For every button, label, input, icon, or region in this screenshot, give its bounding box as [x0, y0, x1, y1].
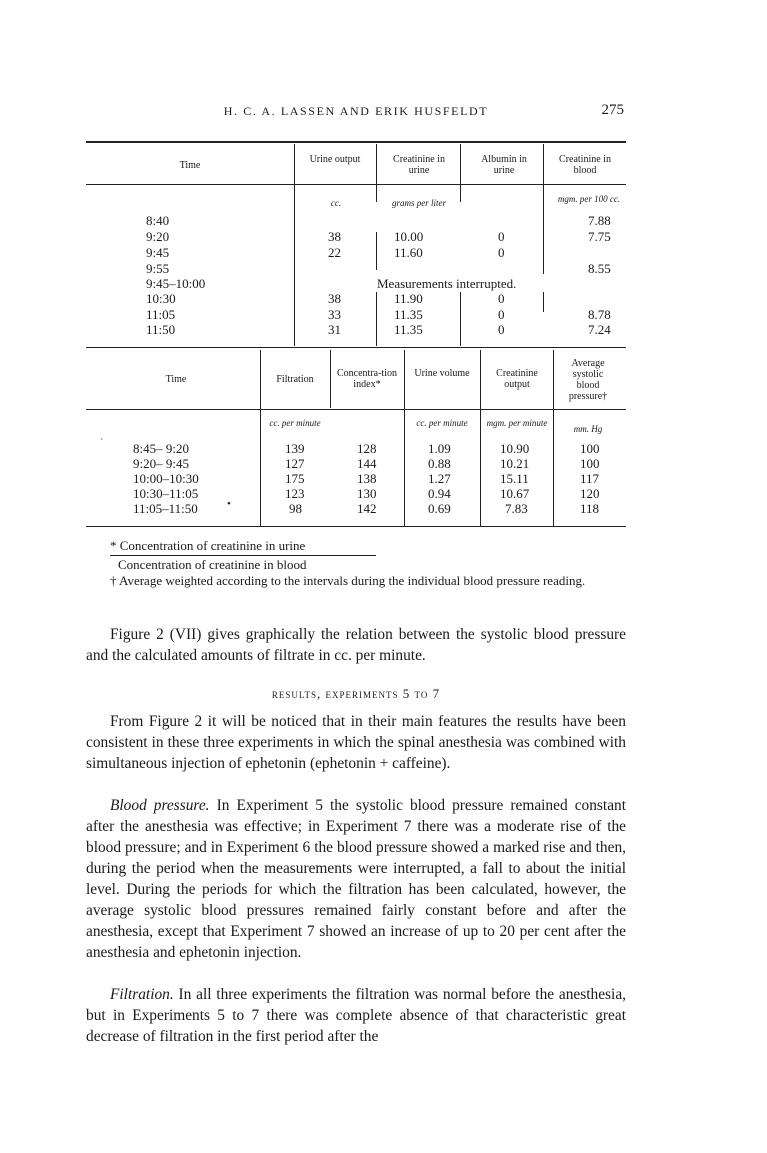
value-cell: 0.69 — [428, 501, 451, 516]
table1-col-divider — [543, 292, 544, 312]
time-cell: 10:30 — [146, 291, 176, 306]
value-cell: 120 — [580, 486, 600, 501]
value-cell: 130 — [357, 486, 377, 501]
table1-top-rule — [86, 141, 626, 143]
value-cell: 127 — [285, 456, 305, 471]
table2-header: Urine volume — [414, 368, 470, 379]
table1-col-divider — [294, 144, 295, 346]
value-cell: 38 — [328, 229, 341, 244]
stray-mark: ` — [100, 438, 104, 449]
value-cell: 11.35 — [394, 307, 423, 322]
value-cell: 142 — [357, 501, 377, 516]
stray-mark: • — [227, 498, 231, 510]
time-cell: 9:55 — [146, 261, 170, 276]
value-cell: 10.90 — [500, 441, 530, 456]
value-cell: 117 — [580, 471, 600, 486]
paragraph-lead: Filtration. — [110, 986, 174, 1003]
table2-col-divider — [404, 350, 405, 526]
value-cell: 11.35 — [394, 322, 423, 337]
time-cell: 9:45 — [146, 245, 170, 260]
time-cell: 8:40 — [146, 213, 170, 228]
table1-unit: grams per liter — [392, 198, 446, 208]
value-cell: 0 — [498, 322, 505, 337]
paragraph — [86, 711, 626, 774]
paragraph-text: From Figure 2 it will be noticed that in their main features the results have been consistent in these three experiments in which the spinal anesthesia was combined with simultaneous injection of ephetonin (ephetonin + caffeine). — [86, 713, 626, 772]
footnote-denominator: Concentration of creatinine in blood — [118, 557, 307, 572]
table2-header: Average systolic blood pressure† — [568, 358, 608, 402]
table1-col-divider — [376, 232, 377, 270]
value-cell: 10.00 — [394, 229, 424, 244]
table1-col-divider — [376, 292, 377, 346]
value-cell: 7.88 — [588, 213, 611, 228]
table1-header: Creatinine in blood — [559, 154, 611, 176]
value-cell: 144 — [357, 456, 377, 471]
table1-unit: mgm. per 100 cc. — [557, 194, 621, 204]
table1-col-divider — [543, 144, 544, 274]
value-cell: 7.83 — [505, 501, 528, 516]
paragraph-lead: Blood pressure. — [110, 797, 210, 814]
table2-header-rule — [86, 409, 626, 410]
value-cell: 8.55 — [588, 261, 611, 276]
table1-unit: cc. — [330, 198, 342, 208]
table2-unit: cc. per minute — [269, 418, 321, 428]
page-number: 275 — [601, 102, 624, 118]
table1-header: Urine output — [309, 154, 361, 165]
value-cell: 175 — [285, 471, 305, 486]
time-cell: 9:20– 9:45 — [133, 456, 189, 471]
table2-col-divider — [480, 350, 481, 526]
table1-header: Albumin in urine — [481, 154, 527, 176]
time-cell: 9:20 — [146, 229, 170, 244]
table1-header: Creatinine in urine — [393, 154, 445, 176]
value-cell: 33 — [328, 307, 341, 322]
value-cell: 7.24 — [588, 322, 611, 337]
value-cell: 138 — [357, 471, 377, 486]
table1-header: Time — [179, 160, 201, 171]
value-cell: 0 — [498, 291, 505, 306]
value-cell: 22 — [328, 245, 341, 260]
time-cell: 11:05–11:50 — [133, 501, 198, 516]
footnote-dagger: † Average weighted according to the intervals during the individual blood pressure reading. — [110, 573, 586, 588]
value-cell: 31 — [328, 322, 341, 337]
value-cell: 38 — [328, 291, 341, 306]
value-cell: 1.09 — [428, 441, 451, 456]
value-cell: 0 — [498, 245, 505, 260]
time-cell: 11:05 — [146, 307, 176, 322]
value-cell: 11.60 — [394, 245, 423, 260]
running-head: H. C. A. LASSEN AND ERIK HUSFELDT — [223, 104, 489, 118]
value-cell: 139 — [285, 441, 305, 456]
value-cell: 118 — [580, 501, 600, 516]
table2-col-divider — [330, 350, 331, 408]
value-cell: 0 — [498, 229, 505, 244]
value-cell: 100 — [580, 441, 600, 456]
page-header — [86, 102, 626, 122]
value-cell: 123 — [285, 486, 305, 501]
paragraph — [86, 984, 626, 1047]
value-cell: 11.90 — [394, 291, 423, 306]
value-cell: 10.67 — [500, 486, 530, 501]
value-cell: 98 — [289, 501, 302, 516]
table1-col-divider — [460, 144, 461, 202]
value-cell: 0.88 — [428, 456, 451, 471]
paragraph: Figure 2 (VII) gives graphically the relation between the systolic blood pressure and the calculated amounts of filtrate in cc. per minute. — [86, 626, 626, 664]
paragraph-text: In all three experiments the filtration was normal before the anesthesia, but in Experiments 5 to 7 there was complete absence of that characteristic great decrease of filtration in the first period after the — [86, 986, 626, 1045]
table2-header: Concentra-tion index* — [337, 368, 397, 390]
table2-col-divider — [260, 350, 261, 526]
table2-header: Filtration — [276, 374, 314, 385]
time-cell: 10:30–11:05 — [133, 486, 199, 501]
value-cell: 100 — [580, 456, 600, 471]
value-cell: 7.75 — [588, 229, 611, 244]
table2-unit: cc. per minute — [416, 418, 468, 428]
table1-col-divider — [460, 292, 461, 346]
time-cell: 10:00–10:30 — [133, 471, 199, 486]
value-cell: 15.11 — [500, 471, 529, 486]
value-cell: 128 — [357, 441, 377, 456]
time-cell: 11:50 — [146, 322, 176, 337]
value-cell: 0.94 — [428, 486, 451, 501]
time-cell: 9:45–10:00 — [146, 276, 206, 291]
table1-bottom-rule — [86, 347, 626, 348]
table2-unit: mm. Hg — [573, 424, 603, 434]
paragraph-text: In Experiment 5 the systolic blood pressure remained constant after the anesthesia was effective; in Experiment 7 there was a moderate rise of the blood pressure; and in Experiment 6 the blood pressure showed a marked rise and then, during the period when the measurements were interrupted, a fall to about the initial level. During the periods for which the filtration has been calculated, however, the average systolic blood pressures remained fairly constant before and after the anesthesia, except that Experiment 7 showed an increase of up to 20 per cent after the anesthesia and ephetonin injection. — [86, 797, 626, 961]
table2-header: Creatinine output — [496, 368, 538, 390]
table2-col-divider — [553, 350, 554, 526]
value-cell: 10.21 — [500, 456, 530, 471]
value-cell: 8.78 — [588, 307, 611, 322]
section-heading: results, experiments 5 to 7 — [271, 686, 441, 701]
table1-col-divider — [376, 144, 377, 202]
table1-header-rule — [86, 184, 626, 185]
value-cell: 0 — [498, 307, 505, 322]
table2-unit: mgm. per minute — [486, 418, 548, 428]
table2-header: Time — [165, 374, 187, 385]
footnote-numerator: * Concentration of creatinine in urine — [110, 538, 306, 553]
value-cell: 1.27 — [428, 471, 451, 486]
time-cell: 8:45– 9:20 — [133, 441, 189, 456]
table2-bottom-rule — [86, 526, 626, 527]
paragraph — [86, 795, 626, 963]
interrupted-note: Measurements interrupted. — [377, 276, 517, 291]
